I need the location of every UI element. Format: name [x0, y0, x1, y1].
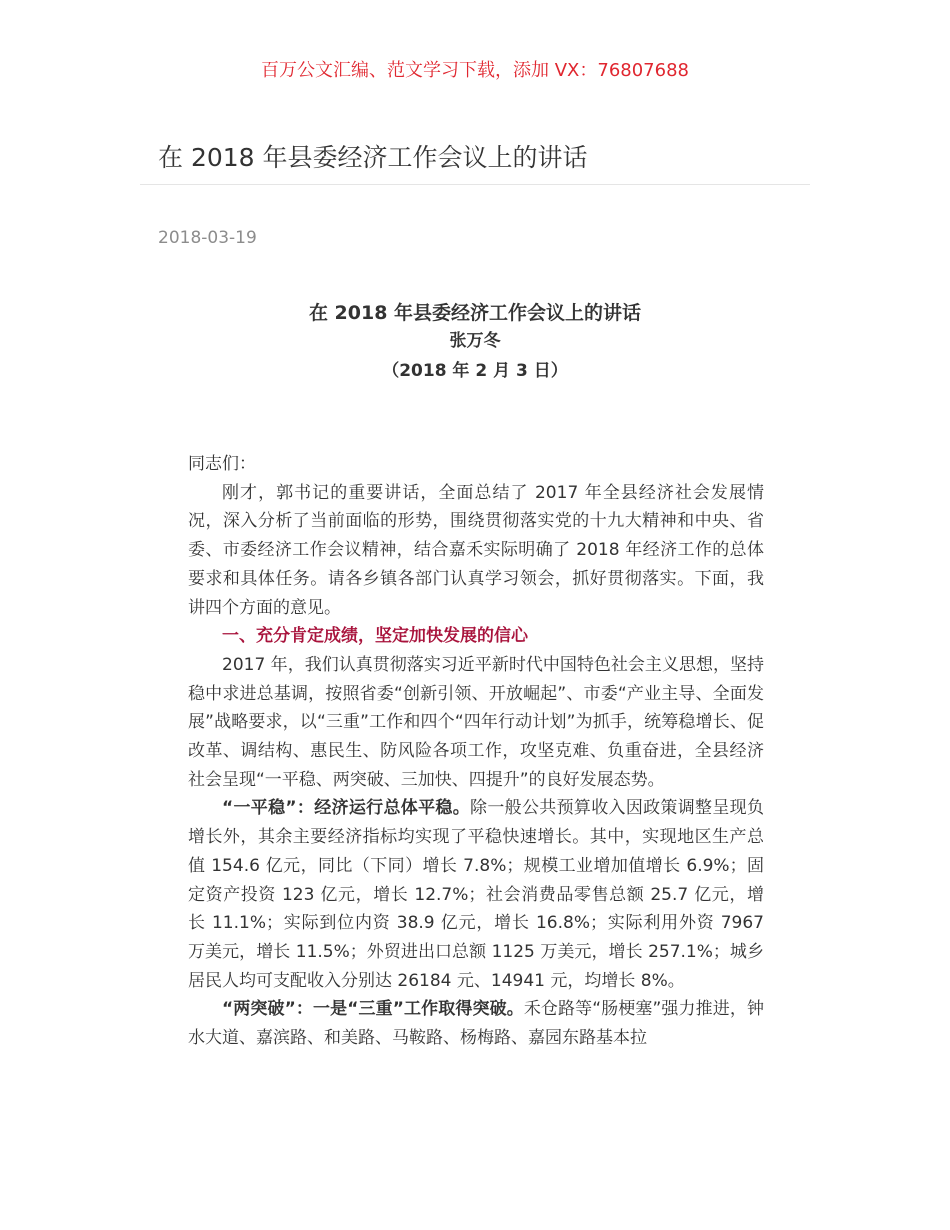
- download-banner[interactable]: 百万公文汇编、范文学习下载，添加 VX：76807688: [261, 60, 689, 81]
- paragraph-text: 除一般公共预算收入因政策调整呈现负增长外，其余主要经济指标均实现了平稳快速增长。其中，实现地区生产总值 154.6 亿元，同比（下同）增长 7.8%；规模工业增加值增长 6.9%；固定资产投资 123 亿元，增长 12.7%；社会消费品零售总额 25.7 亿元，增长 11.1%；实际到位内资 38.9 亿元，增长 16.8%；实际利用外资 7967 万美元，增长 11.5%；外贸进出口总额 1125 万美元，增长 257.1%；城乡居民人均可支配收入分别达 26184 元、14941 元，均增长 8%。: [188, 798, 764, 991]
- paragraph-text: 禾仓路等“肠梗塞”强力推进，钟水大道、嘉滨路、和美路、马鞍路、杨梅路、嘉园东路基本拉: [188, 999, 764, 1049]
- paragraph: [188, 794, 764, 995]
- publish-date: 2018-03-19: [158, 228, 257, 248]
- article-body: [188, 450, 764, 1053]
- document-header: [0, 300, 950, 386]
- document-title: 在 2018 年县委经济工作会议上的讲话: [308, 302, 642, 324]
- document-date: （2018 年 2 月 3 日）: [382, 361, 568, 381]
- paragraph: 2017 年，我们认真贯彻落实习近平新时代中国特色社会主义思想，坚持稳中求进总基调，按照省委“创新引领、开放崛起”、市委“产业主导、全面发展”战略要求，以“三重”工作和四个“四年行动计划”为抓手，统筹稳增长、促改革、调结构、惠民生、防风险各项工作，攻坚克难、负重奋进，全县经济社会呈现“一平稳、两突破、三加快、四提升”的良好发展态势。: [188, 654, 764, 790]
- document-author: 张万冬: [449, 331, 501, 351]
- paragraph: 刚才，郭书记的重要讲话，全面总结了 2017 年全县经济社会发展情况，深入分析了当前面临的形势，围绕贯彻落实党的十九大精神和中央、省委、市委经济工作会议精神，结合嘉禾实际明确了 2018 年经济工作的总体要求和具体任务。请各乡镇各部门认真学习领会，抓好贯彻落实。下面，我讲四个方面的意见。: [188, 482, 764, 618]
- page-title: 在 2018 年县委经济工作会议上的讲话: [158, 143, 588, 172]
- title-divider: [140, 184, 810, 185]
- paragraph-lead: “两突破”：一是“三重”工作取得突破。: [222, 999, 524, 1020]
- paragraph-lead: “一平稳”：经济运行总体平稳。: [222, 798, 471, 819]
- salutation: 同志们：: [188, 454, 256, 474]
- section-heading: 一、充分肯定成绩，坚定加快发展的信心: [222, 626, 528, 647]
- paragraph: [188, 995, 764, 1052]
